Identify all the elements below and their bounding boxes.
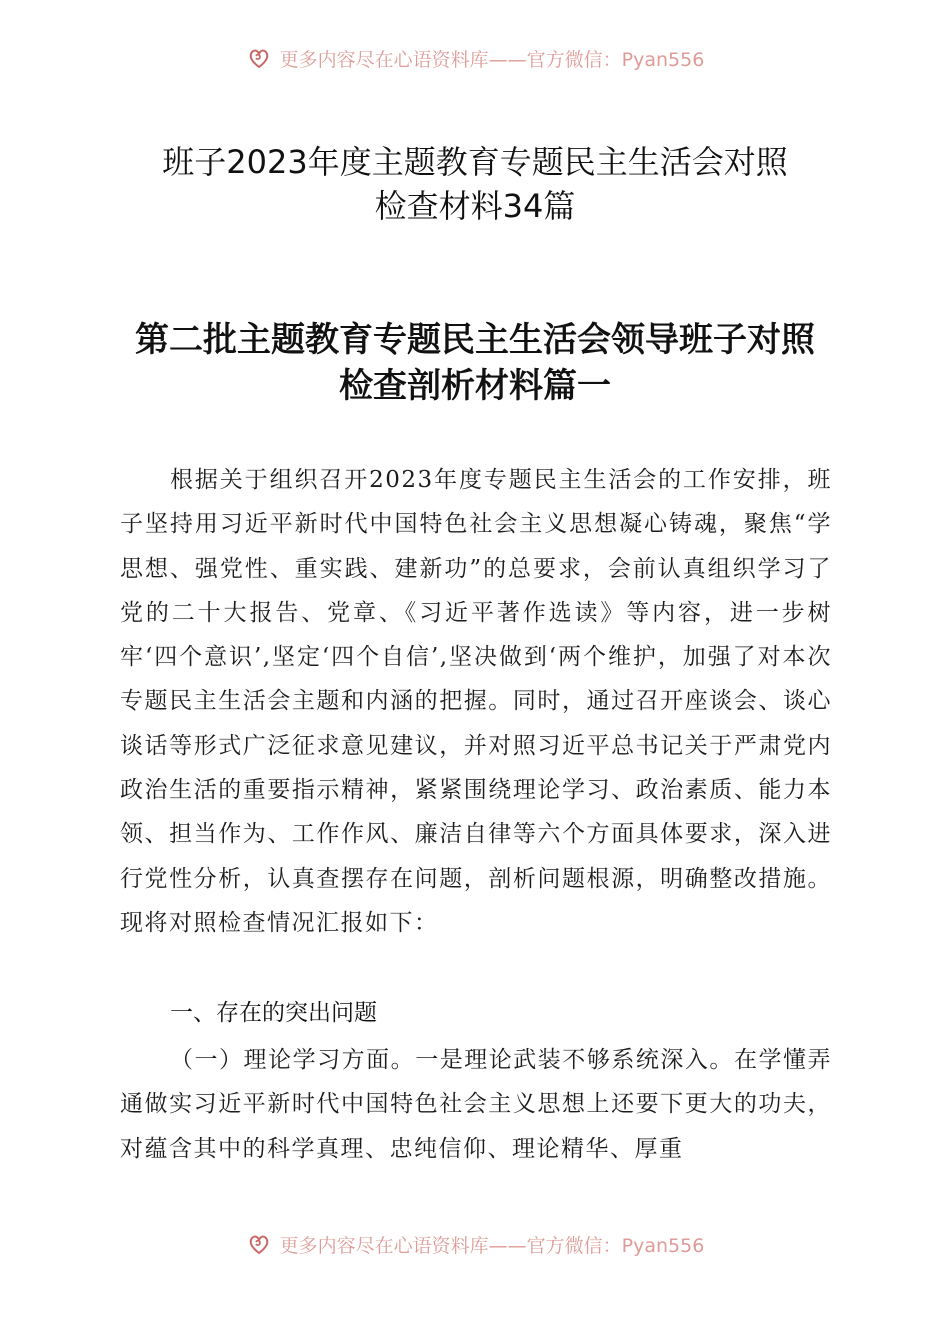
- heading-existing-problems: 一、存在的突出问题: [170, 1000, 377, 1026]
- document-title: [60, 140, 890, 228]
- section-title-line1: 第二批主题教育专题民主生活会领导班子对照: [135, 320, 815, 360]
- document-title-line1: 班子2023年度主题教育专题民主生活会对照: [162, 143, 788, 181]
- watermark-text: 更多内容尽在心语资料库——官方微信：Pyan556: [279, 1234, 705, 1257]
- watermark-top: [0, 42, 950, 74]
- watermark-bottom: [0, 1228, 950, 1260]
- section-title: [60, 317, 890, 409]
- heart-swirl-icon: [246, 45, 272, 71]
- document-title-line2: 检查材料34篇: [374, 187, 576, 225]
- watermark-text: 更多内容尽在心语资料库——官方微信：Pyan556: [279, 48, 705, 71]
- heart-swirl-icon: [246, 1231, 272, 1257]
- paragraph-theory-study: （一）理论学习方面。一是理论武装不够系统深入。在学懂弄通做实习近平新时代中国特色社会主义思想上还要下更大的功夫，对蕴含其中的科学真理、忠纯信仰、理论精华、厚重: [120, 1047, 832, 1162]
- paragraph-intro: 根据关于组织召开2023年度专题民主生活会的工作安排，班子坚持用习近平新时代中国特色社会主义思想凝心铸魂，聚焦“学思想、强党性、重实践、建新功”的总要求，会前认真组织学习了党的二十大报告、党章、《习近平著作选读》等内容，进一步树牢‘四个意识’,坚定‘四个自信’,坚决做到‘两个维护，加强了对本次专题民主生活会主题和内涵的把握。同时，通过召开座谈会、谈心谈话等形式广泛征求意见建议，并对照习近平总书记关于严肃党内政治生活的重要指示精神，紧紧围绕理论学习、政治素质、能力本领、担当作为、工作作风、廉洁自律等六个方面具体要求，深入进行党性分析，认真查摆存在问题，剖析问题根源，明确整改措施。现将对照检查情况汇报如下：: [120, 467, 832, 936]
- section-title-line2: 检查剖析材料篇一: [339, 366, 611, 406]
